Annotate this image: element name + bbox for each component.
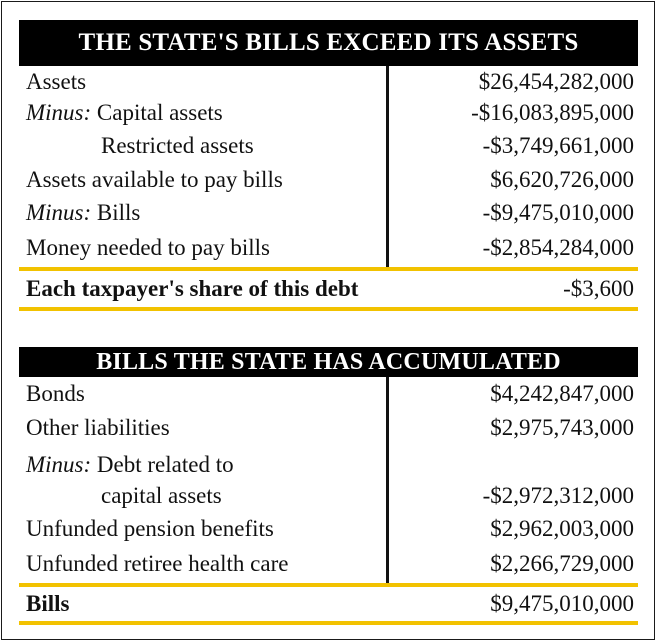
total-label: Each taxpayer's share of this debt [26, 276, 359, 301]
bills-table [19, 347, 638, 625]
row-value: -$2,854,284,000 [482, 235, 634, 260]
gold-rule [19, 621, 638, 625]
table-row [19, 235, 638, 267]
row-label [26, 100, 223, 126]
row-label: Assets available to pay bills [26, 167, 283, 192]
minus-prefix: Minus: [26, 452, 92, 477]
table-row [19, 551, 638, 583]
table-row [19, 413, 638, 449]
gold-rule [19, 307, 638, 311]
table-row [19, 449, 638, 483]
table-row [19, 100, 638, 133]
total-label: Bills [26, 591, 70, 616]
table-row [19, 200, 638, 235]
table-row [19, 133, 638, 167]
bills-table-body [19, 377, 638, 583]
total-row [19, 271, 638, 307]
row-value: $2,266,729,000 [490, 551, 634, 576]
row-value: $26,454,282,000 [478, 69, 634, 94]
row-label-text: Debt related to [96, 452, 234, 477]
row-value: $4,242,847,000 [490, 381, 634, 406]
row-label: Bonds [26, 381, 85, 406]
row-label-text: Bills [96, 200, 141, 225]
row-value: -$3,749,661,000 [482, 133, 634, 158]
total-value: $9,475,010,000 [490, 591, 634, 616]
row-label: Assets [26, 69, 87, 94]
document-frame [1, 1, 655, 640]
row-label: Restricted assets [101, 133, 254, 158]
table-row [19, 483, 638, 516]
bills-table-title: BILLS THE STATE HAS ACCUMULATED [19, 347, 638, 377]
row-label: capital assets [101, 483, 222, 508]
minus-prefix: Minus: [26, 100, 92, 125]
table-row [19, 377, 638, 413]
row-value: -$9,475,010,000 [482, 200, 634, 225]
table-row [19, 167, 638, 200]
row-value: -$2,972,312,000 [482, 483, 634, 508]
row-label-text: Capital assets [96, 100, 223, 125]
assets-table-title: THE STATE'S BILLS EXCEED ITS ASSETS [19, 20, 638, 66]
row-value: $6,620,726,000 [490, 167, 634, 192]
minus-prefix: Minus: [26, 200, 92, 225]
total-value: -$3,600 [563, 276, 634, 301]
row-label: Unfunded retiree health care [26, 551, 289, 576]
row-label: Other liabilities [26, 415, 170, 440]
assets-table-body [19, 66, 638, 267]
table-row [19, 516, 638, 551]
assets-table [19, 20, 638, 311]
row-label: Unfunded pension benefits [26, 516, 274, 541]
row-value: $2,962,003,000 [490, 516, 634, 541]
total-row [19, 587, 638, 621]
row-label [26, 452, 234, 478]
table-row [19, 66, 638, 100]
row-value: -$16,083,895,000 [471, 100, 634, 125]
row-value: $2,975,743,000 [490, 415, 634, 440]
row-label: Money needed to pay bills [26, 235, 271, 260]
row-label [26, 200, 140, 226]
